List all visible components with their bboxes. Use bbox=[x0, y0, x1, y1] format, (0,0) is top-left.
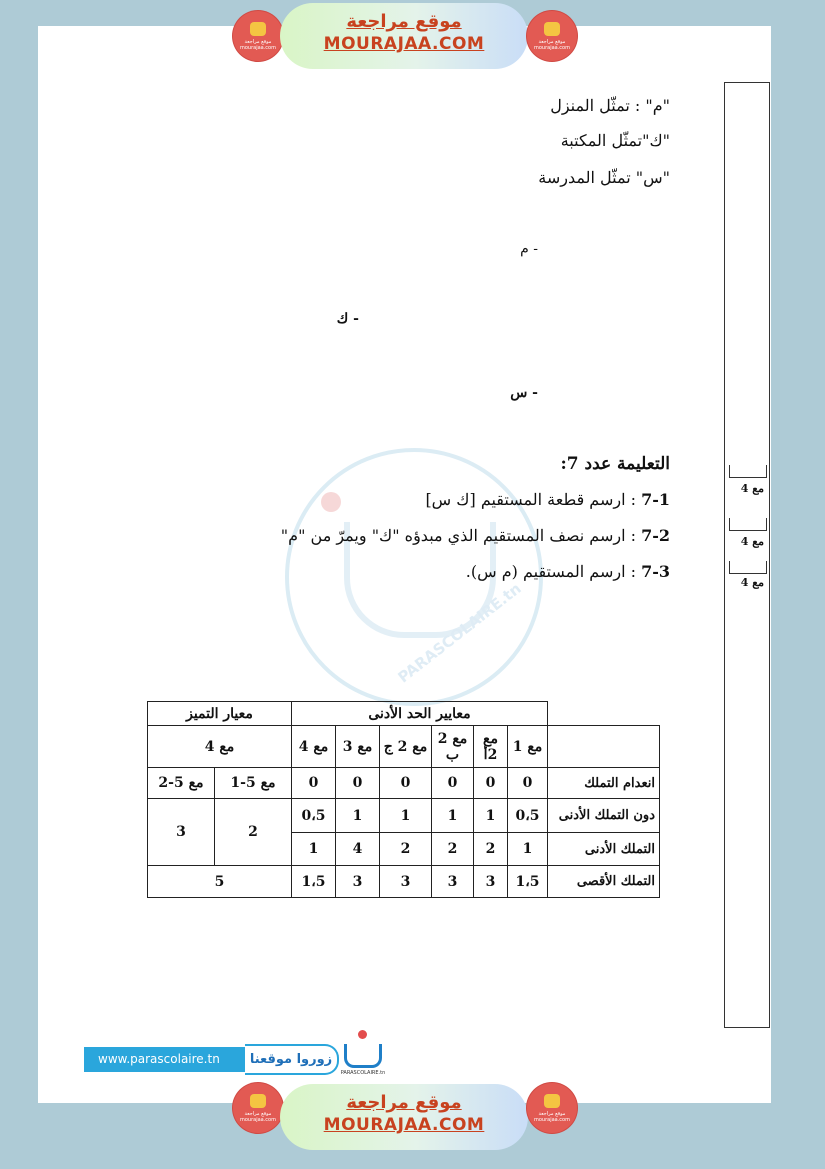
instruction-title: التعليمة عدد 7: bbox=[560, 454, 670, 474]
watermark-text: PARASCOLAIRE.tn bbox=[394, 579, 525, 687]
excellence-sub-header: مع 5-1 bbox=[215, 768, 292, 799]
criterion-header: مع 3 bbox=[336, 726, 380, 768]
row-label: التملك الأدنى bbox=[548, 833, 660, 866]
badge-text: موقع مراجعة mourajaa.com bbox=[239, 39, 276, 51]
banner-arabic: موقع مراجعة bbox=[346, 11, 462, 32]
item-number: 7-2 bbox=[641, 526, 670, 545]
table-cell: 1،5 bbox=[292, 866, 336, 898]
point-s: - س bbox=[510, 385, 538, 401]
criteria-slot-1 bbox=[729, 465, 767, 478]
excellence-max: 5 bbox=[148, 866, 292, 898]
excellence-value-5-2: 3 bbox=[148, 799, 215, 866]
criterion-header: مع 2 ج bbox=[380, 726, 432, 768]
table-cell: 2 bbox=[432, 833, 474, 866]
row-label: دون التملك الأدنى bbox=[548, 799, 660, 833]
table-cell: 1 bbox=[292, 833, 336, 866]
table-cell: 3 bbox=[474, 866, 508, 898]
table-cell: 0 bbox=[380, 768, 432, 799]
table-cell: 0 bbox=[292, 768, 336, 799]
criteria-table bbox=[147, 701, 660, 898]
watermark-flag-icon bbox=[321, 492, 341, 512]
table-cell: 3 bbox=[380, 866, 432, 898]
excellence-sub-header: مع 5-2 bbox=[148, 768, 215, 799]
table-cell: 0،5 bbox=[292, 799, 336, 833]
item-text: : ارسم نصف المستقيم الذي مبدؤه "ك" ويمرّ من "م" bbox=[280, 526, 642, 545]
criterion-header: مع 2أ bbox=[474, 726, 508, 768]
site-badge-left-top[interactable] bbox=[233, 11, 283, 61]
point-k: - ك bbox=[336, 311, 359, 327]
excellence-value-5-1: 2 bbox=[215, 799, 292, 866]
criteria-slot-3 bbox=[729, 561, 767, 574]
site-badge-right-top[interactable] bbox=[527, 11, 577, 61]
criteria-slot-label-2: مع 4 bbox=[740, 535, 764, 548]
badge-logo-icon bbox=[544, 22, 560, 36]
item-number: 7-1 bbox=[641, 490, 670, 509]
footer-visit-label[interactable]: زوروا موقعنا bbox=[245, 1044, 339, 1075]
table-cell: 1،5 bbox=[508, 866, 548, 898]
banner-latin: MOURAJAA.COM bbox=[323, 1115, 485, 1135]
table-cell: 0،5 bbox=[508, 799, 548, 833]
excellence-group-header: مع 4 bbox=[148, 726, 292, 768]
table-cell: 1 bbox=[474, 799, 508, 833]
site-badge-left-bottom[interactable] bbox=[233, 1083, 283, 1133]
table-cell: 0 bbox=[474, 768, 508, 799]
table-cell: 0 bbox=[508, 768, 548, 799]
site-banner-top[interactable] bbox=[280, 3, 528, 69]
table-cell: 3 bbox=[336, 866, 380, 898]
badge-logo-icon bbox=[250, 1094, 266, 1108]
site-badge-right-bottom[interactable] bbox=[527, 1083, 577, 1133]
badge-text: موقع مراجعة mourajaa.com bbox=[533, 39, 570, 51]
criterion-header: مع 1 bbox=[508, 726, 548, 768]
item-text: : ارسم المستقيم (م س). bbox=[465, 562, 642, 581]
logo-dot-icon bbox=[358, 1030, 367, 1039]
item-text: : ارسم قطعة المستقيم [ك س] bbox=[425, 490, 642, 509]
definition-s: "س" تمثّل المدرسة bbox=[538, 168, 670, 187]
grading-column bbox=[724, 82, 770, 1028]
point-m: - م bbox=[520, 241, 538, 257]
criteria-slot-label-3: مع 4 bbox=[740, 576, 764, 589]
parascolaire-logo[interactable] bbox=[342, 1030, 384, 1080]
badge-logo-icon bbox=[250, 22, 266, 36]
badge-text: موقع مراجعة mourajaa.com bbox=[533, 1111, 570, 1123]
criteria-label-empty bbox=[548, 726, 660, 768]
footer-url-link[interactable]: www.parascolaire.tn bbox=[84, 1047, 245, 1072]
badge-text: موقع مراجعة mourajaa.com bbox=[239, 1111, 276, 1123]
criterion-header: مع 4 bbox=[292, 726, 336, 768]
table-cell: 0 bbox=[432, 768, 474, 799]
logo-caption: PARASCOLAIRE.tn bbox=[340, 1070, 386, 1076]
table-cell: 2 bbox=[474, 833, 508, 866]
badge-logo-icon bbox=[544, 1094, 560, 1108]
table-cell: 1 bbox=[380, 799, 432, 833]
instruction-item-2 bbox=[281, 526, 670, 545]
table-cell: 4 bbox=[336, 833, 380, 866]
table-cell: 3 bbox=[432, 866, 474, 898]
header-excellence-criteria: معيار التميز bbox=[148, 702, 292, 726]
table-corner bbox=[548, 702, 660, 726]
row-label: التملك الأقصى bbox=[548, 866, 660, 898]
instruction-item-3 bbox=[466, 562, 670, 581]
table-cell: 1 bbox=[432, 799, 474, 833]
criteria-slot-label-1: مع 4 bbox=[740, 482, 764, 495]
table-cell: 1 bbox=[336, 799, 380, 833]
table-cell: 1 bbox=[508, 833, 548, 866]
banner-latin: MOURAJAA.COM bbox=[323, 34, 485, 54]
definition-m: "م" : تمثّل المنزل bbox=[550, 96, 670, 115]
row-label: انعدام التملك bbox=[548, 768, 660, 799]
instruction-item-1 bbox=[425, 490, 670, 509]
criteria-slot-2 bbox=[729, 518, 767, 531]
banner-arabic: موقع مراجعة bbox=[346, 1092, 462, 1113]
table-cell: 0 bbox=[336, 768, 380, 799]
definition-k: "ك"تمثّل المكتبة bbox=[560, 131, 670, 150]
item-number: 7-3 bbox=[641, 562, 670, 581]
table-cell: 2 bbox=[380, 833, 432, 866]
header-minimum-criteria: معايير الحد الأدنى bbox=[292, 702, 548, 726]
site-banner-bottom[interactable] bbox=[280, 1084, 528, 1150]
logo-book-icon bbox=[344, 1044, 382, 1068]
criterion-header: مع 2 ب bbox=[432, 726, 474, 768]
